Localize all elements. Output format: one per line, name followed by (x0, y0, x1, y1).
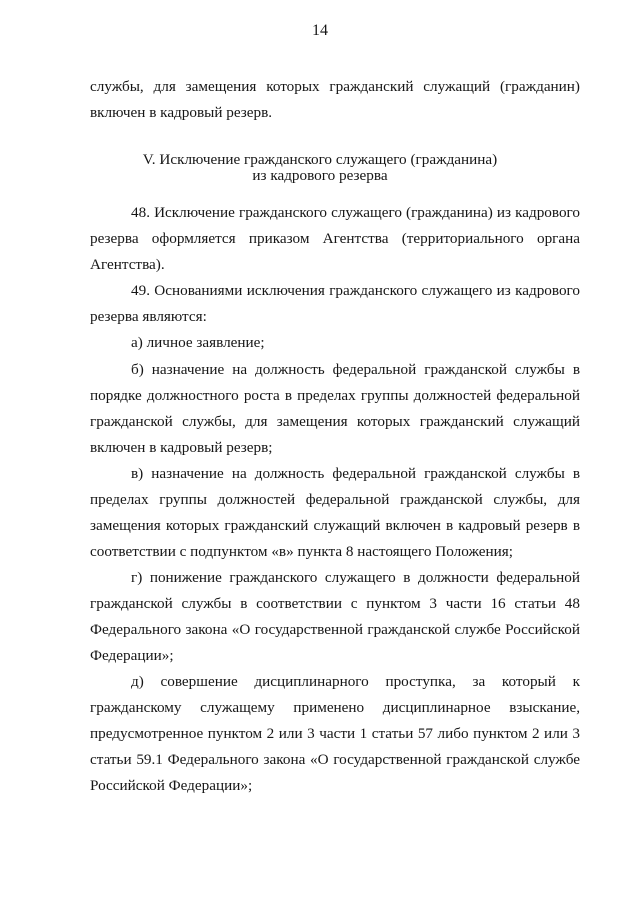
page-number: 14 (312, 22, 328, 39)
text-line: Федерации»; (90, 647, 174, 664)
section-heading: V. Исключение гражданского служащего (гражданина) (142, 151, 498, 168)
text-line: д) совершение дисциплинарного проступка, за который к (131, 673, 580, 690)
text-line: Агентства). (90, 256, 165, 273)
text-line: гражданской службы, для замещения которых гражданский служащий (90, 413, 580, 430)
text-line: г) понижение гражданского служащего в должности федеральной (131, 569, 580, 586)
section-heading: из кадрового резерва (252, 167, 388, 184)
text-line: статьи 59.1 Федерального закона «О государственной гражданской службе (90, 751, 580, 768)
text-line: в) назначение на должность федеральной гражданской службы в (131, 465, 580, 482)
text-line: соответствии с подпунктом «в» пункта 8 настоящего Положения; (90, 543, 513, 560)
text-line: 48. Исключение гражданского служащего (гражданина) из кадрового (131, 204, 580, 221)
text-line: Федерального закона «О государственной гражданской службе Российской (90, 621, 580, 638)
text-line: порядке должностного роста в пределах группы должностей федеральной (90, 387, 580, 404)
text-line: а) личное заявление; (131, 334, 265, 351)
text-line: 49. Основаниями исключения гражданского служащего из кадрового (131, 282, 580, 299)
text-line: Российской Федерации»; (90, 777, 253, 794)
text-line: гражданской службы в соответствии с пунктом 3 части 16 статьи 48 (90, 595, 580, 612)
text-line: резерва оформляется приказом Агентства (территориального органа (90, 230, 580, 247)
text-line: включен в кадровый резерв; (90, 439, 273, 456)
text-line: пределах группы должностей федеральной гражданской службы, для (90, 491, 580, 508)
text-line: включен в кадровый резерв. (90, 104, 273, 121)
text-line: б) назначение на должность федеральной гражданской службы в (131, 361, 580, 378)
text-line: замещения которых гражданский служащий включен в кадровый резерв в (90, 517, 580, 534)
text-line: гражданскому служащему применено дисциплинарное взыскание, (90, 699, 580, 716)
text-line: службы, для замещения которых гражданский служащий (гражданин) (90, 78, 580, 95)
text-line: резерва являются: (90, 308, 207, 325)
text-line: предусмотренное пунктом 2 или 3 части 1 статьи 57 либо пунктом 2 или 3 (90, 725, 580, 742)
